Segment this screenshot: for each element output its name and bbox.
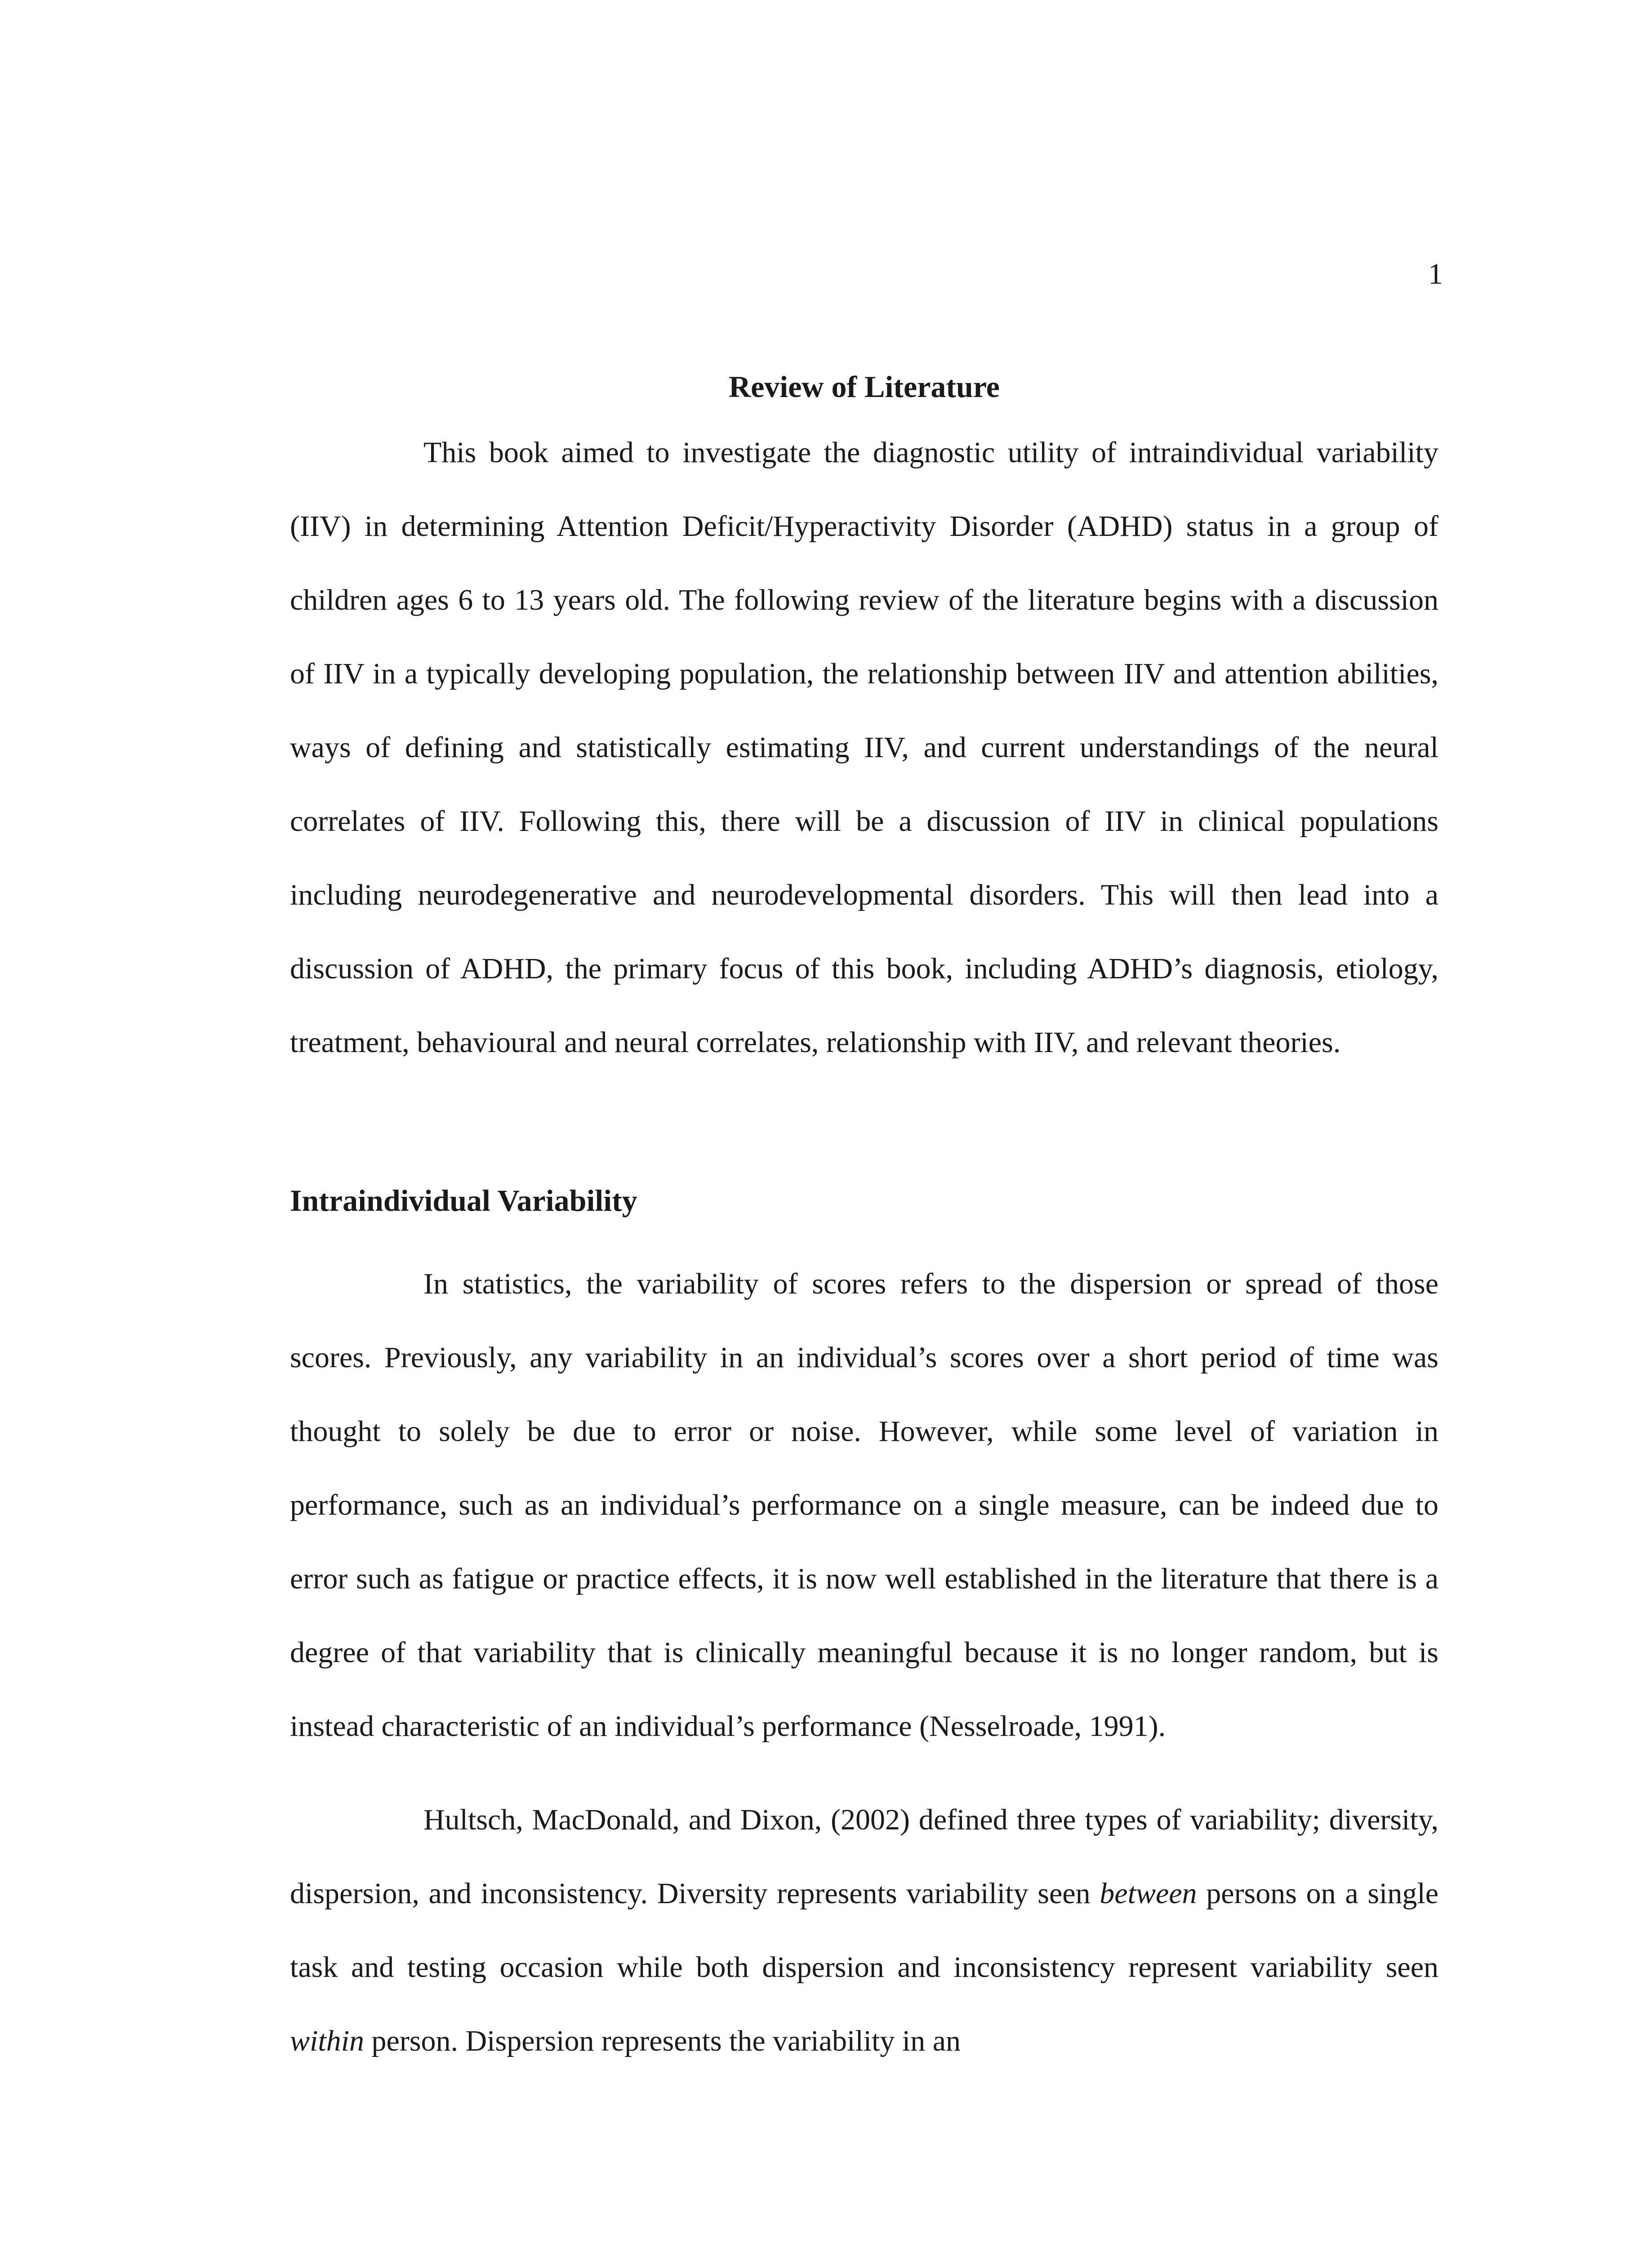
page-number: 1 <box>1428 258 1443 290</box>
paragraph-text: Hultsch, MacDonald, and Dixon, (2002) defined three types of variability; diversity, dispersion, and inconsistency. Diversity represents variability seen <box>290 1803 1438 1910</box>
body-section-1 <box>290 1247 1438 1763</box>
section-heading: Intraindividual Variability <box>290 1183 637 1218</box>
paragraph-text: person. Dispersion represents the variability in an <box>364 2025 961 2057</box>
intro-paragraph: This book aimed to investigate the diagnostic utility of intraindividual variability (IIV) in determining Attention Deficit/Hyperactivity Disorder (ADHD) status in a group of children ages 6 to 13 years old. The following review of the literature begins with a discussion of IIV in a typically developing population, the relationship between IIV and attention abilities, ways of defining and statistically estimating IIV, and current understandings of the neural correlates of IIV. Following this, there will be a discussion of IIV in clinical populations including neurodegenerative and neurodevelopmental disorders. This will then lead into a discussion of ADHD, the primary focus of this book, including ADHD’s diagnosis, etiology, treatment, behavioural and neural correlates, relationship with IIV, and relevant theories. <box>290 436 1438 1059</box>
page-title: Review of Literature <box>729 370 1000 404</box>
body-paragraph-1: In statistics, the variability of scores refers to the dispersion or spread of those scores. Previously, any variability in an individual’s scores over a short period of time was thought to solely be due to error or noise. However, while some level of variation in performance, such as an individual’s performance on a single measure, can be indeed due to error such as fatigue or practice effects, it is now well established in the literature that there is a degree of that variability that is clinically meaningful because it is no longer random, but is instead characteristic of an individual’s performance (Nesselroade, 1991). <box>290 1267 1438 1743</box>
emphasis-text: within <box>290 2025 365 2057</box>
body-section-2 <box>290 1783 1438 2078</box>
paragraph-text: persons on a single task and testing occasion while both dispersion and inconsistency represent variability seen <box>290 1877 1438 1984</box>
body-paragraph-2 <box>290 1783 1438 2078</box>
emphasis-text: between <box>1100 1877 1197 1910</box>
intro-section <box>290 416 1438 1079</box>
